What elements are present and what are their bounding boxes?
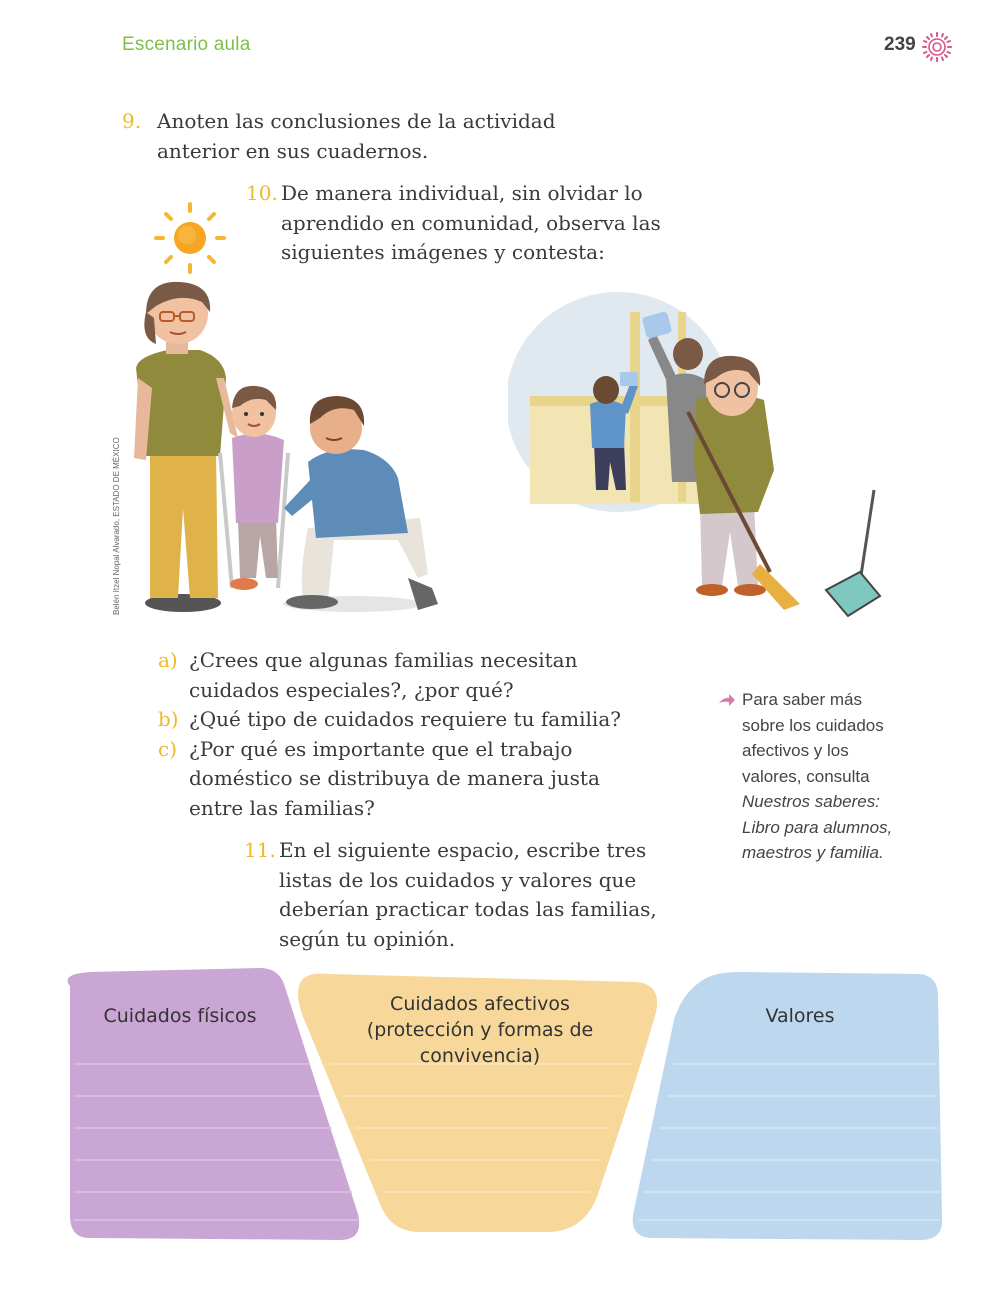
question-c: [158, 735, 658, 824]
side-note-line: Para saber más: [742, 690, 862, 709]
illustration-credit: Belén Itzel Nopal Alvarado, ESTADO DE MÉXICO: [112, 437, 121, 615]
activity-10-number: 10.: [246, 181, 278, 205]
values-title: Valores: [765, 1005, 835, 1027]
question-list: [158, 646, 658, 823]
cleaning-illustration: [508, 292, 892, 622]
section-title: Escenario aula: [122, 34, 251, 55]
side-note: [742, 687, 942, 866]
kneeling-man-figure: [283, 396, 438, 612]
side-note-line: afectivos y los: [742, 741, 849, 760]
activity-9-number: 9.: [122, 109, 142, 133]
page-number: 239: [884, 34, 916, 55]
question-line: ¿Por qué es importante que el trabajo: [189, 736, 573, 761]
family-illustration: [128, 278, 440, 618]
activity-11-line: deberían practicar todas las familias,: [279, 897, 657, 921]
activity-11-line: En el siguiente espacio, escribe tres: [279, 838, 647, 862]
arrow-right-icon: [718, 693, 736, 707]
side-note-book-title: Libro para alumnos,: [742, 817, 893, 837]
activity-11: [244, 836, 684, 954]
question-c-letter: c): [158, 736, 178, 761]
sun-icon: [152, 200, 228, 276]
side-note-line: sobre los cuidados: [742, 715, 884, 735]
question-line: ¿Crees que algunas familias necesitan: [189, 648, 578, 672]
side-note-book-title: Nuestros saberes:: [742, 792, 880, 811]
dustpan-figure: [826, 490, 880, 616]
activity-11-line: según tu opinión.: [279, 926, 456, 951]
affective-care-title-line: (protección y formas de convivencia): [366, 1019, 594, 1067]
activity-10: [246, 179, 686, 268]
affective-care-title: [305, 991, 655, 1069]
activity-10-line: siguientes imágenes y contesta:: [281, 240, 605, 264]
activity-10-line: De manera individual, sin olvidar lo: [281, 181, 643, 205]
affective-care-title-line: Cuidados afectivos: [390, 993, 570, 1015]
adult-figure: [134, 282, 238, 612]
question-b: [158, 705, 658, 735]
question-line: ¿Qué tipo de cuidados requiere tu familia?: [189, 707, 621, 731]
activity-10-line: aprendido en comunidad, observa las: [281, 210, 661, 235]
question-a: [158, 646, 658, 705]
question-a-letter: a): [158, 648, 178, 672]
question-line: entre las familias?: [189, 795, 375, 820]
side-note-book-title: maestros y familia.: [742, 843, 884, 862]
rosette-icon: [920, 30, 954, 64]
activity-11-line: listas de los cuidados y valores que: [279, 867, 637, 892]
question-line: cuidados especiales?, ¿por qué?: [189, 677, 514, 702]
activity-9: [122, 107, 602, 166]
activity-9-line: anterior en sus cuadernos.: [157, 138, 429, 163]
side-note-line: valores, consulta: [742, 766, 870, 786]
question-line: doméstico se distribuya de manera justa: [189, 766, 600, 790]
activity-9-line: Anoten las conclusiones de la actividad: [157, 109, 556, 133]
physical-care-title: Cuidados físicos: [103, 1005, 257, 1027]
question-b-letter: b): [158, 707, 179, 731]
activity-11-number: 11.: [244, 838, 276, 862]
